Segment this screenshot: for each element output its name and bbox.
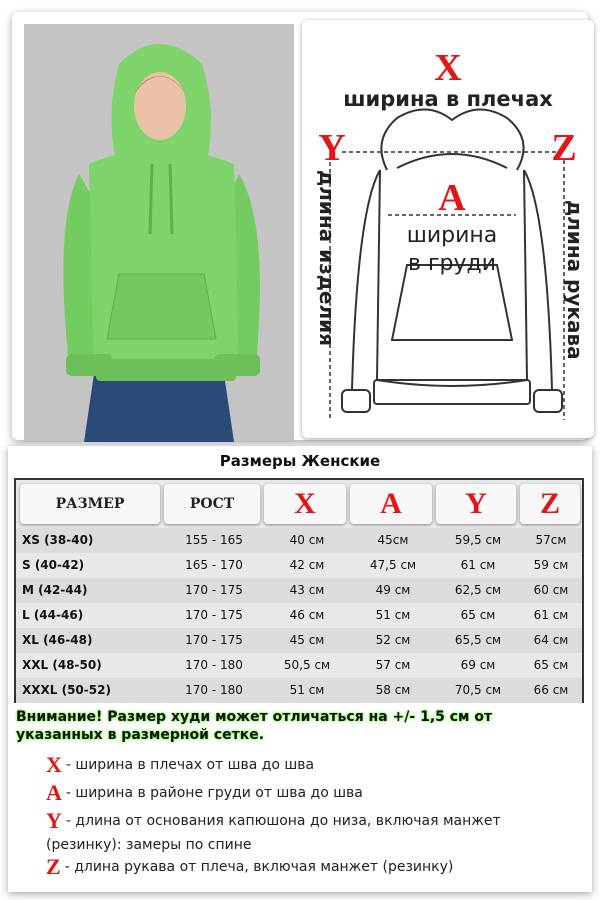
header-z-label: Z bbox=[539, 487, 560, 520]
table-cell-height: 170 - 175 bbox=[185, 633, 243, 647]
top-card bbox=[12, 12, 588, 440]
table-row bbox=[16, 553, 582, 578]
table-cell-x: 42 см bbox=[289, 558, 325, 572]
table-cell-size: M (42-44) bbox=[22, 583, 88, 597]
table-cell-y: 59,5 см bbox=[454, 533, 502, 547]
legend-item-z bbox=[46, 856, 453, 878]
diagram-chest-line1: ширина bbox=[406, 223, 498, 248]
table-cell-z: 60 см bbox=[533, 583, 569, 597]
table-cell-x: 50,5 см bbox=[283, 658, 331, 672]
header-x bbox=[264, 484, 346, 524]
diagram-a-letter: A bbox=[438, 177, 466, 219]
diagram-shoulder-label: ширина в плечах bbox=[343, 87, 553, 111]
header-y-label: Y bbox=[465, 487, 487, 520]
header-a bbox=[350, 484, 432, 524]
legend-y-text: - длина от основания капюшона до низа, включая манжет bbox=[65, 813, 501, 829]
diagram-chest-line2: в груди bbox=[407, 251, 497, 276]
table-cell-height: 155 - 165 bbox=[185, 533, 243, 547]
table-cell-x: 43 см bbox=[289, 583, 325, 597]
header-a-label: A bbox=[380, 487, 402, 520]
header-x-label: X bbox=[294, 487, 316, 520]
warning-line2: указанных в размерной сетке. bbox=[16, 727, 265, 743]
legend-x-letter: X bbox=[46, 752, 62, 777]
measurement-diagram bbox=[302, 20, 594, 438]
table-cell-a: 58 см bbox=[375, 683, 411, 697]
legend-x-text: - ширина в плечах от шва до шва bbox=[65, 757, 315, 773]
header-y bbox=[436, 484, 516, 524]
table-cell-y: 61 см bbox=[460, 558, 496, 572]
warning-text bbox=[16, 708, 556, 744]
table-cell-y: 62,5 см bbox=[454, 583, 502, 597]
table-cell-a: 57 см bbox=[375, 658, 411, 672]
diagram-sleeve-label: длина рукава bbox=[563, 200, 587, 360]
legend-y-text-cont: (резинку): замеры по спине bbox=[46, 837, 252, 853]
table-cell-height: 170 - 175 bbox=[185, 608, 243, 622]
table-cell-size: L (44-46) bbox=[22, 608, 84, 622]
table-row bbox=[16, 653, 582, 678]
table-cell-x: 46 см bbox=[289, 608, 325, 622]
diagram-y-letter: Y bbox=[318, 127, 346, 169]
table-cell-a: 45см bbox=[377, 533, 409, 547]
header-size bbox=[20, 484, 160, 524]
table-cell-height: 170 - 180 bbox=[185, 658, 243, 672]
legend-item-y-cont bbox=[46, 834, 252, 856]
diagram-z-letter: Z bbox=[551, 127, 577, 169]
table-cell-height: 170 - 175 bbox=[185, 583, 243, 597]
table-cell-a: 51 см bbox=[375, 608, 411, 622]
model-photo-illustration bbox=[24, 24, 294, 442]
legend-item-a bbox=[46, 782, 363, 804]
header-height-label: РОСТ bbox=[189, 496, 235, 512]
table-cell-y: 65 см bbox=[460, 608, 496, 622]
table-cell-a: 49 см bbox=[375, 583, 411, 597]
size-table bbox=[14, 478, 584, 703]
legend-item-y bbox=[46, 810, 501, 832]
table-cell-height: 165 - 170 bbox=[185, 558, 243, 572]
table-cell-a: 47,5 см bbox=[369, 558, 417, 572]
table-cell-y: 65,5 см bbox=[454, 633, 502, 647]
table-cell-size: XS (38-40) bbox=[22, 533, 94, 547]
table-cell-x: 40 см bbox=[289, 533, 325, 547]
table-row bbox=[16, 603, 582, 628]
table-cell-z: 57см bbox=[535, 533, 567, 547]
model-photo bbox=[24, 24, 294, 442]
table-cell-y: 70,5 см bbox=[454, 683, 502, 697]
header-z bbox=[520, 484, 580, 524]
table-row bbox=[16, 528, 582, 553]
table-cell-x: 51 см bbox=[289, 683, 325, 697]
table-row bbox=[16, 678, 582, 703]
table-row bbox=[16, 628, 582, 653]
header-height bbox=[164, 484, 260, 524]
legend-z-letter: Z bbox=[46, 854, 61, 879]
legend-z-text: - длина рукава от плеча, включая манжет (резинку) bbox=[64, 859, 454, 875]
table-cell-z: 65 см bbox=[533, 658, 569, 672]
table-cell-size: XL (46-48) bbox=[22, 633, 93, 647]
table-row bbox=[16, 578, 582, 603]
legend-item-x bbox=[46, 754, 314, 776]
table-title: Размеры Женские bbox=[219, 452, 381, 470]
table-cell-height: 170 - 180 bbox=[185, 683, 243, 697]
size-chart-card bbox=[8, 446, 592, 892]
table-cell-x: 45 см bbox=[289, 633, 325, 647]
diagram-x-letter: X bbox=[434, 47, 462, 89]
table-cell-z: 64 см bbox=[533, 633, 569, 647]
legend-a-letter: A bbox=[46, 780, 62, 805]
table-cell-size: S (40-42) bbox=[22, 558, 85, 572]
table-cell-y: 69 см bbox=[460, 658, 496, 672]
warning-line1: Внимание! Размер худи может отличаться на +/- 1,5 см от bbox=[16, 709, 493, 725]
table-cell-size: XXL (48-50) bbox=[22, 658, 102, 672]
legend-y-letter: Y bbox=[46, 808, 62, 833]
table-cell-z: 66 см bbox=[533, 683, 569, 697]
table-cell-z: 61 см bbox=[533, 608, 569, 622]
legend-a-text: - ширина в районе груди от шва до шва bbox=[65, 785, 363, 801]
table-cell-size: XXXL (50-52) bbox=[22, 683, 111, 697]
table-cell-a: 52 см bbox=[375, 633, 411, 647]
header-size-label: РАЗМЕР bbox=[55, 496, 125, 512]
diagram-length-label: длина изделия bbox=[315, 170, 339, 346]
table-cell-z: 59 см bbox=[533, 558, 569, 572]
hoodie-sketch bbox=[302, 20, 594, 438]
